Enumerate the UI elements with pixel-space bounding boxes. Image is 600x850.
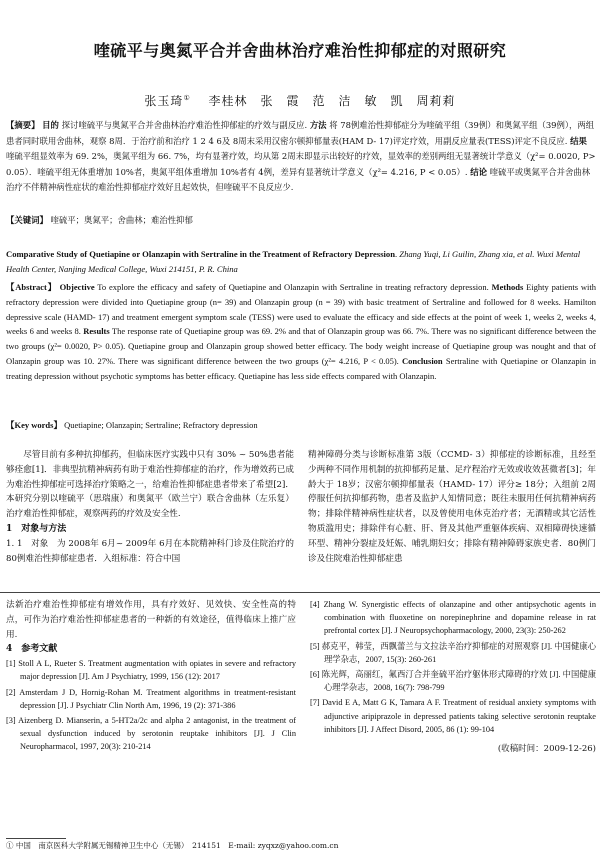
en-abstract-label: 【Abstract】	[6, 282, 57, 292]
cn-keywords-text: 喹硫平；奥氮平；舍曲林；难治性抑郁	[50, 215, 193, 225]
reference-item: [2] Amsterdam J D, Hornig-Rohan M. Treatment algorithms in treatment-resistant depression [J]. J Psychiatr Clin North Am, 1996, 19 (2): 371-386	[6, 687, 296, 710]
cn-result-text: 喹硫平组显效率为 69. 2%，奥氮平组为 66. 7%，均有显著疗效，均从第 2周末即显示出较好的疗效，显效率的差别两组无显著统计学意义（χ²= 0.0020, P> 0.05）．喹硫平组无体重增加 10%者，奥氮平组体重增加 10%者有 4例，差异有显著统计学意义（χ²= 4.216, P < 0.05）.	[6, 151, 596, 177]
en-objective-text: To explore the efficacy and safety of Quetiapine and Olanzapin with Sertraline in treating refractory depression.	[97, 282, 489, 292]
article-title: 喹硫平与奥氮平合并舍曲林治疗难治性抑郁症的对照研究	[93, 41, 507, 60]
criteria-paragraph: 精神障碍分类与诊断标准第 3版（CCMD- 3）抑郁症的诊断标准，且经至少两种不同作用机制的抗抑郁药足量、足疗程治疗无效或收效甚微者[3]；年龄大于 18岁；汉密尔顿抑郁量表（HAMD- 17）评分≥ 18分；入组前 2周停服任何抗抑郁药物，患者及监护人知情同意；既往未服用任何抗精神病药物；排除伴精神病性症状者，以及曾使用电休克治疗者；无酒精或其它活性物质滥用史；排除伴有心脏、肝、肾及其他严重躯体疾病、双相障碍快速循环型、精神分裂症及妊娠、哺乳期妇女；排除有精神障碍家族史者．80例门诊及住院难治性抑郁症患	[308, 450, 596, 564]
english-keywords	[6, 418, 596, 432]
en-method-label: Methods	[491, 282, 524, 292]
cn-objective-text: 探讨喹硫平与奥氮平合并舍曲林治疗难治性抑郁症的疗效与副反应.	[61, 120, 308, 130]
cn-keywords-label: 【关键词】	[6, 215, 48, 225]
references-list-right	[310, 598, 596, 736]
first-author: 张玉琦	[144, 94, 184, 108]
english-title: Comparative Study of Quetiapine or Olanzapin with Sertraline in the Treatment of Refractory Depression	[6, 249, 395, 259]
cn-method-text: 将 78例难治性抑郁症分为喹硫平组（39例）和奥氮平组（39例），两组患者同时联用舍曲林，观察 8周．于治疗前和治疗 1 2 4 6及 8周末采用汉密尔顿抑郁量表(HAM D- 17)评定疗效，用副反应量表(TESS)评定不良反应.	[6, 120, 595, 146]
chinese-abstract	[6, 118, 596, 196]
author-footnote-mark: ①	[183, 94, 191, 102]
en-result-text: The response rate of Quetiapine group was 69. 2% and that of Olanzapin group was 66. 7%. There was no significant difference between the two groups (χ²= 0.0020, P> 0.05). Quetiapine group and Olanzapin group showed better efficacy. The body weight increase of Quetiapine group was nought and that of Olanzapin group was 10. 27%. There was significant difference between the two groups (χ²= 4.216, P < 0.05).	[6, 326, 596, 366]
english-authors-affiliation: Zhang Yuqi, Li Guilin, Zhang xia, et al. Wuxi Mental Health Center, Nanjing Medical College, Wuxi 214151, P. R. China	[6, 249, 581, 274]
cn-method-label: 方法	[309, 120, 327, 130]
author-line	[100, 92, 500, 109]
page-divider	[0, 592, 600, 593]
reference-item: [4] Zhang W. Synergistic effects of olanzapine and other antipsychotic agents in combination with fluoxetine on norepinephrine and dopamine release in rat prefrontal cortex [J]. J Neuropsychopharmacology, 2000, 23(3): 250-262	[310, 600, 596, 636]
body-right-column-bottom	[310, 598, 596, 757]
references-heading: 4 参考文献	[6, 644, 58, 655]
section-heading-methods: 1 对象与方法	[6, 523, 67, 534]
reference-item: [1] Stoll A L, Rueter S. Treatment augmentation with opiates in severe and refractory major depression [J]. Am J Psychiatry, 1999, 156 (12): 2017	[6, 659, 296, 682]
intro-paragraph: 尽管目前有多种抗抑郁药，但临床医疗实践中只有 30% ~ 50%患者能够痊愈[1]．非典型抗精神病药有助于难治性抑郁症的治疗，作为增效药已成为难治性抑郁症可选择治疗策略之一，给难治性抑郁症患者带来了希望[2]．本研究分别以喹硫平（思瑞康）和奥氮平（欧兰宁）联合舍曲林（左乐复）治疗难治性抑郁症，观察两药的疗效及安全性.	[6, 450, 294, 520]
author-footnote: ① 中国 南京医科大学附属无锡精神卫生中心（无锡） 214151 E-mail: zyqxz@yahoo.com.cn	[6, 841, 339, 850]
english-title-block: Comparative Study of Quetiapine or Olanzapin with Sertraline in the Treatment of Refractory Depression. Zhang Yuqi, Li Guilin, Zhang xia, et al. Wuxi Mental Health Center, Nanjing Medical College, Wuxi 214151, P. R. China	[6, 249, 581, 274]
en-conclusion-text: Sertraline with Quetiapine or Olanzapin in treating depression without psychotic symptoms has better efficacy. Quetiapine has less side effects compared with Olanzapin.	[6, 355, 597, 381]
subjects-paragraph: 1. 1 对象 为 2008年 6月~ 2009年 6月在本院精神科门诊及住院治疗的 80例难治性抑郁症患者．入组标准：符合中国	[6, 538, 294, 564]
footnote-rule	[6, 838, 66, 839]
en-conclusion-label: Conclusion	[402, 355, 443, 366]
en-objective-label: Objective	[59, 282, 95, 292]
english-abstract	[6, 280, 596, 384]
body-left-column-top	[6, 448, 294, 566]
cn-conclusion-text: 喹硫平或奥氮平合并舍曲林治疗不伴精神病性症状的难治性抑郁症疗效好且起效快，但喹硫平不良反应少.	[6, 166, 591, 192]
reference-item: [3] Aizenberg D. Mianserin, a 5-HT2a/2c and alpha 2 antagonist, in the treatment of sexual dysfunction induced by serotonin reuptake inhibitors [J]. J Clin Neuropharmacol, 1997, 20(3): 210-214	[6, 716, 296, 752]
received-date: (收稿时间：2009-12-26)	[497, 744, 596, 755]
cn-result-label: 结果	[570, 135, 587, 146]
references-list-left	[6, 657, 296, 753]
coauthors: 李桂林 张 霞 范 洁 敏 凯 周莉莉	[208, 94, 456, 108]
body-left-column-bottom	[6, 598, 296, 756]
cn-conclusion-label: 结论	[470, 166, 487, 177]
reference-item: [7] David E A, Matt G K, Tamara A F. Treatment of residual anxiety symptoms with adjunctive aripiprazole in depressed patients taking selective serotonin reuptake inhibitors [J]. J Affect Disord, 2005, 86 (1): 99-104	[310, 698, 596, 734]
en-keywords-text: Quetiapine; Olanzapin; Sertraline; Refractory depression	[64, 420, 258, 430]
reference-item: [6] 陈光辉，高丽红，氟西汀合并奎硫平治疗躯体形式障碍的疗效 [J]. 中国健康心理学杂志，2008, 16(7): 798-799	[310, 670, 596, 693]
en-method-text: Eighty patients with refractory depression were divided into Quetiapine group (n= 39) and Olanzapin group (n = 39) with basic treatment of Sertraline and followed for 8 weeks. Hamilton depressive scale (HAMD- 17) and treatment emergent symptom scale (TESS) were used to evaluate the efficacy and side effects at the point of week 1, weeks 2, weeks 4, weeks 6 and weeks 8.	[6, 282, 597, 337]
chinese-keywords	[6, 213, 596, 227]
cn-objective-label: 目的	[42, 120, 59, 130]
en-keywords-label: 【Key words】	[6, 420, 62, 430]
en-result-label: Results	[83, 326, 110, 337]
conclusion-paragraph: 法新治疗难治性抑郁症有增效作用，具有疗效好、见效快、安全性高的特点，可作为治疗难治性抑郁症患者的一种新的有效途径，值得临床上推广应用.	[6, 600, 296, 640]
body-right-column-top	[308, 448, 596, 566]
cn-abstract-label: 【摘要】	[6, 120, 40, 130]
reference-item: [5] 郝克平，韩莹，西飘蕾兰与文拉法辛治疗抑郁症的对照观察 [J]. 中国健康心理学杂志，2007, 15(3): 260-261	[310, 641, 596, 664]
